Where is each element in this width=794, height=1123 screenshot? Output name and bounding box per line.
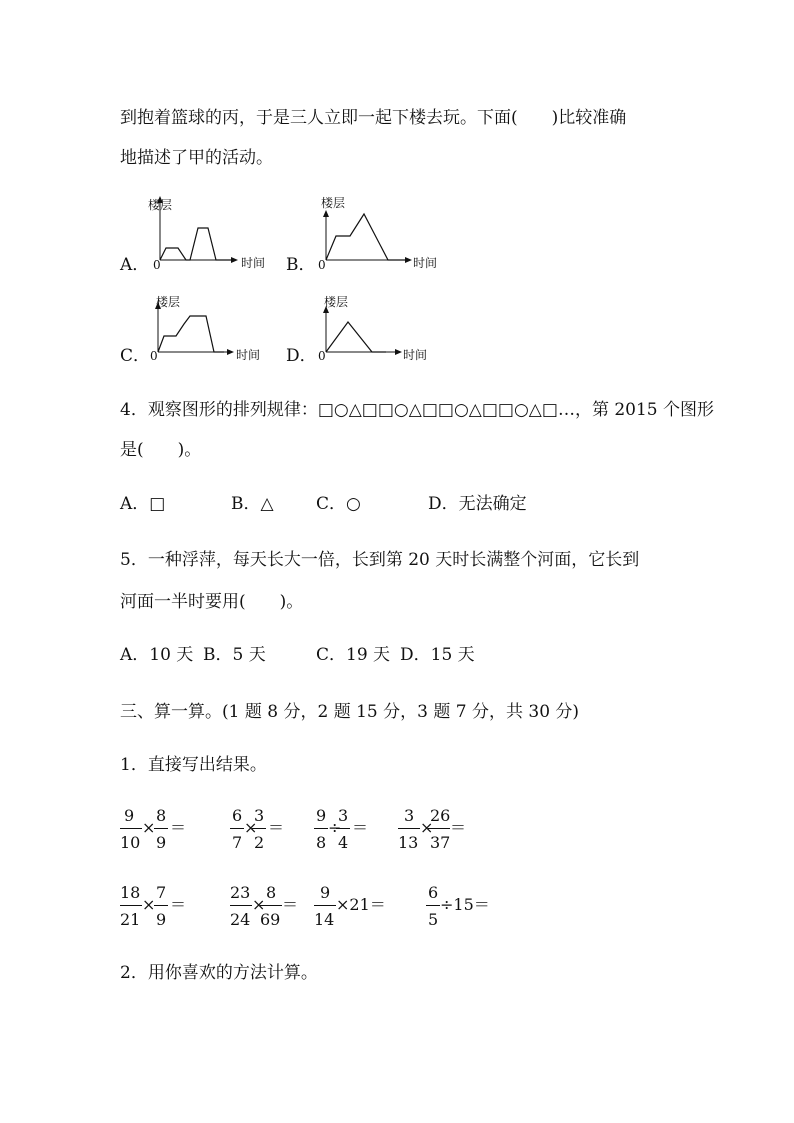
q3-option-c-label: C．	[120, 346, 151, 366]
numerator: 26	[430, 806, 451, 825]
q4-option-b: B．△	[231, 494, 274, 514]
q4-option-d: D．无法确定	[428, 494, 527, 514]
graph-a-x-label: 时间	[241, 256, 266, 270]
numerator: 3	[404, 806, 415, 825]
denominator: 14	[314, 910, 335, 929]
denominator: 9	[156, 910, 167, 929]
q4-option-a: A．□	[120, 494, 166, 514]
denominator: 69	[260, 910, 281, 929]
denominator: 4	[338, 833, 349, 852]
fraction-bar	[336, 828, 350, 829]
numerator: 23	[230, 883, 251, 902]
denominator: 37	[430, 833, 451, 852]
denominator: 2	[254, 833, 265, 852]
denominator: 7	[232, 833, 243, 852]
operator: ÷	[328, 818, 342, 837]
numerator: 7	[156, 883, 167, 902]
graph-d-y-label: 楼层	[324, 295, 349, 309]
graph-d-origin: 0	[318, 349, 326, 363]
q3-line2: 地描述了甲的活动。	[120, 148, 273, 168]
equals: ＝	[170, 895, 187, 914]
fraction-bar	[154, 905, 168, 906]
graph-c-x-label: 时间	[236, 348, 261, 362]
q5-line2: 河面一半时要用( )。	[120, 592, 304, 612]
fraction-bar	[120, 828, 142, 829]
graph-a-origin: 0	[153, 258, 161, 272]
q5-option-c: C．19 天	[316, 645, 391, 665]
section3-title: 三、算一算。(1 题 8 分，2 题 15 分，3 题 7 分，共 30 分)	[120, 702, 580, 722]
operator: ×	[142, 895, 156, 914]
fraction-bar	[154, 828, 168, 829]
equals: ＝	[450, 818, 467, 837]
operator: ×	[420, 818, 434, 837]
fraction-bar	[252, 828, 266, 829]
numerator: 8	[266, 883, 277, 902]
graph-c-y-label: 楼层	[156, 295, 181, 309]
equals: ＝	[282, 895, 299, 914]
q3-line1: 到抱着篮球的丙，于是三人立即一起下楼去玩。下面( )比较准确	[120, 108, 627, 128]
equals: ＝	[268, 818, 285, 837]
graph-b-origin: 0	[318, 258, 326, 272]
denominator: 8	[316, 833, 327, 852]
operator-tail: ×21＝	[336, 895, 386, 914]
operator: ×	[142, 818, 156, 837]
q4-line2: 是( )。	[120, 440, 202, 460]
denominator: 13	[398, 833, 419, 852]
section3-sub1: 1．直接写出结果。	[120, 755, 267, 775]
denominator: 9	[156, 833, 167, 852]
numerator: 3	[338, 806, 349, 825]
q5-option-a: A．10 天	[120, 645, 194, 665]
graph-b-y-label: 楼层	[321, 196, 346, 210]
operator: ×	[252, 895, 266, 914]
fraction-bar	[428, 828, 450, 829]
q5-option-d: D．15 天	[400, 645, 475, 665]
graph-b-x-label: 时间	[413, 256, 438, 270]
operator: ×	[244, 818, 258, 837]
q3-option-a-label: A．	[120, 255, 150, 275]
numerator: 18	[120, 883, 141, 902]
denominator: 5	[428, 910, 439, 929]
fraction-bar	[314, 828, 328, 829]
numerator: 9	[124, 806, 135, 825]
graph-c	[148, 302, 238, 358]
numerator: 9	[316, 806, 327, 825]
equals: ＝	[352, 818, 369, 837]
fraction-bar	[230, 828, 244, 829]
fraction-bar	[398, 828, 420, 829]
fraction-bar	[426, 905, 440, 906]
numerator: 6	[428, 883, 439, 902]
graph-d	[316, 302, 406, 358]
numerator: 9	[320, 883, 331, 902]
numerator: 6	[232, 806, 243, 825]
fraction-bar	[314, 905, 336, 906]
numerator: 8	[156, 806, 167, 825]
fraction-bar	[260, 905, 282, 906]
equals: ＝	[170, 818, 187, 837]
operator-tail: ÷15＝	[440, 895, 490, 914]
numerator: 3	[254, 806, 265, 825]
q5-option-b: B．5 天	[203, 645, 266, 665]
denominator: 10	[120, 833, 141, 852]
fraction-bar	[120, 905, 142, 906]
graph-d-x-label: 时间	[403, 348, 428, 362]
q4-option-c: C．○	[316, 494, 361, 514]
denominator: 21	[120, 910, 141, 929]
graph-c-origin: 0	[150, 349, 158, 363]
denominator: 24	[230, 910, 251, 929]
q3-option-b-label: B．	[286, 255, 316, 275]
graph-a-y-label: 楼层	[148, 198, 173, 212]
q3-option-d-label: D．	[286, 346, 317, 366]
section3-sub2: 2．用你喜欢的方法计算。	[120, 963, 318, 983]
q4-line1: 4．观察图形的排列规律：□○△□□○△□□○△□□○△□…，第 2015 个图形	[120, 400, 715, 420]
q5-line1: 5．一种浮萍，每天长大一倍，长到第 20 天时长满整个河面，它长到	[120, 550, 640, 570]
fraction-bar	[230, 905, 252, 906]
